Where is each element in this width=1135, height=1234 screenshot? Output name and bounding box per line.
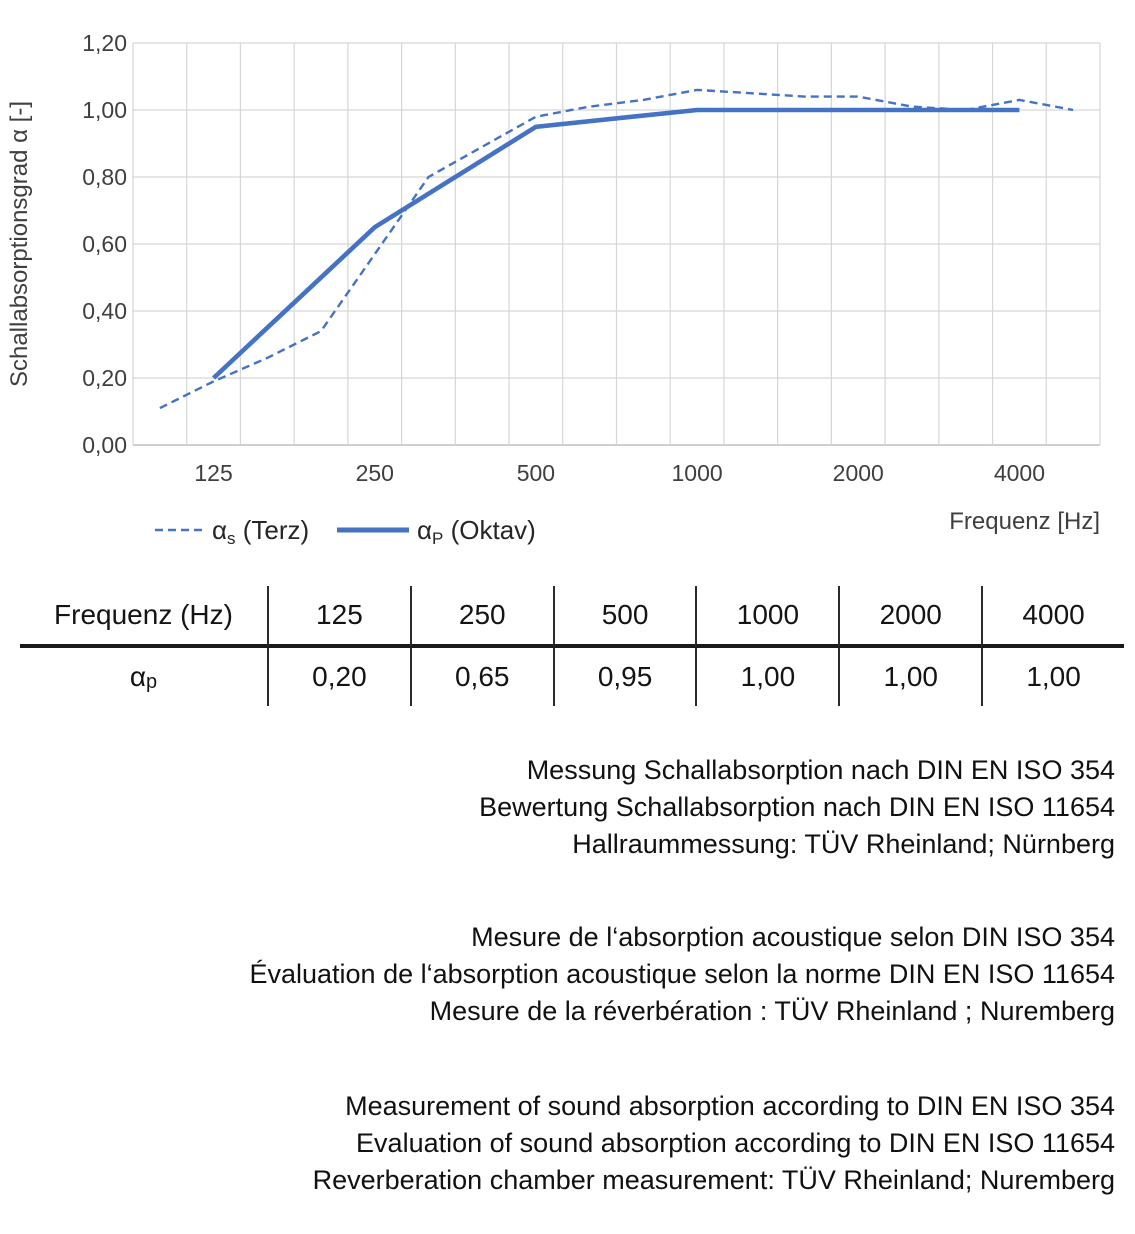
note-french-line-3: Mesure de la réverbération : TÜV Rheinland ; Nuremberg bbox=[429, 996, 1115, 1026]
table-header-500: 500 bbox=[553, 586, 696, 648]
y-tick-label: 1,00 bbox=[82, 97, 127, 123]
note-german bbox=[0, 752, 1135, 863]
x-tick-label: 1000 bbox=[671, 460, 723, 486]
note-german-line-3: Hallraummessung: TÜV Rheinland; Nürnberg bbox=[572, 829, 1115, 859]
alpha-p-table bbox=[20, 586, 1124, 706]
alpha-symbol: α bbox=[129, 661, 147, 692]
table-value-500: 0,95 bbox=[553, 648, 696, 706]
x-tick-label: 4000 bbox=[993, 460, 1046, 486]
note-english-line-3: Reverberation chamber measurement: TÜV Rheinland; Nuremberg bbox=[312, 1165, 1115, 1195]
note-english-line-2: Evaluation of sound absorption according to DIN EN ISO 11654 bbox=[356, 1128, 1115, 1158]
table-header-4000: 4000 bbox=[981, 586, 1124, 648]
table-header-2000: 2000 bbox=[838, 586, 981, 648]
table-value-250: 0,65 bbox=[410, 648, 553, 706]
table-header-125: 125 bbox=[267, 586, 410, 648]
table-header-250: 250 bbox=[410, 586, 553, 648]
table-header-1000: 1000 bbox=[695, 586, 838, 648]
note-german-line-1: Messung Schallabsorption nach DIN EN ISO 354 bbox=[526, 755, 1115, 785]
x-tick-label: 500 bbox=[516, 460, 556, 486]
note-french-line-1: Mesure de l‘absorption acoustique selon DIN ISO 354 bbox=[471, 922, 1115, 952]
absorption-chart-svg bbox=[0, 0, 1135, 560]
y-tick-label: 0,60 bbox=[82, 231, 127, 257]
table-value-125: 0,20 bbox=[267, 648, 410, 706]
note-german-line-2: Bewertung Schallabsorption nach DIN EN ISO 11654 bbox=[479, 792, 1115, 822]
y-tick-label: 0,80 bbox=[82, 164, 127, 190]
y-tick-label: 0,00 bbox=[82, 432, 127, 458]
table-row-label-alpha-p: α p bbox=[129, 661, 158, 693]
y-tick-label: 0,20 bbox=[82, 365, 127, 391]
note-french bbox=[0, 919, 1135, 1030]
legend-terz-label: αs (Terz) bbox=[212, 515, 310, 548]
x-axis-title: Frequenz [Hz] bbox=[949, 508, 1100, 535]
table-value-2000: 1,00 bbox=[838, 648, 981, 706]
y-tick-label: 1,20 bbox=[82, 30, 127, 56]
note-english bbox=[0, 1088, 1135, 1199]
table-value-1000: 1,00 bbox=[695, 648, 838, 706]
y-tick-label: 0,40 bbox=[82, 298, 127, 324]
y-axis-title: Schallabsorptionsgrad α [-] bbox=[6, 100, 33, 388]
x-tick-label: 2000 bbox=[832, 460, 884, 486]
x-tick-label: 250 bbox=[355, 460, 394, 486]
x-tick-label: 125 bbox=[194, 460, 233, 486]
absorption-chart bbox=[0, 0, 1135, 560]
table-header-frequency: Frequenz (Hz) bbox=[20, 586, 267, 648]
table-value-4000: 1,00 bbox=[981, 648, 1124, 706]
note-french-line-2: Évaluation de l‘absorption acoustique selon la norme DIN EN ISO 11654 bbox=[249, 959, 1115, 989]
note-english-line-1: Measurement of sound absorption according to DIN EN ISO 354 bbox=[345, 1091, 1115, 1121]
legend-oktav-label: αP (Oktav) bbox=[417, 515, 536, 548]
